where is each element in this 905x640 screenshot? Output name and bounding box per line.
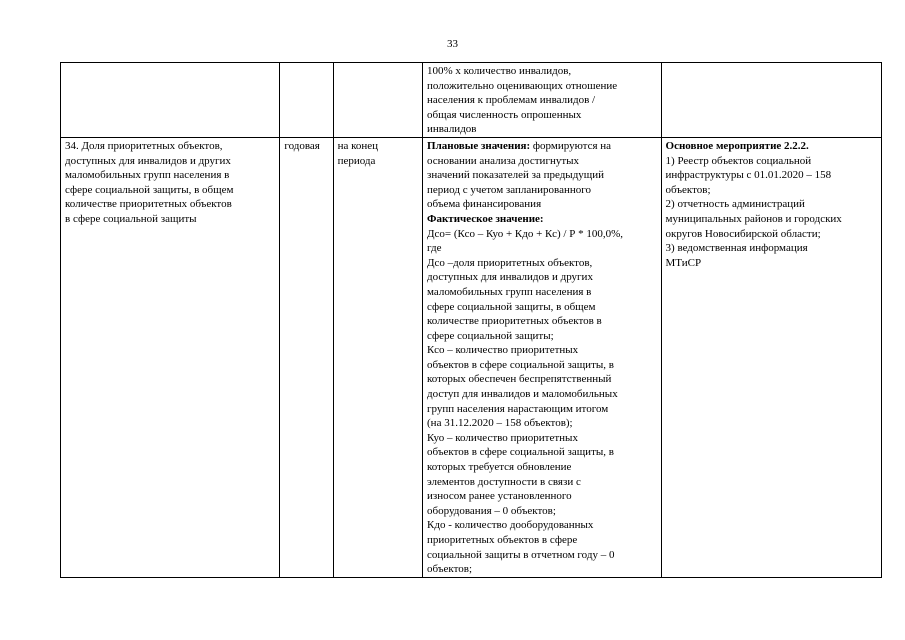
definition-line: доступных для инвалидов и других — [427, 271, 593, 284]
cell-time-prev — [333, 63, 422, 138]
definition-line: социальной защиты в отчетном году – 0 — [427, 548, 615, 561]
planned-line: период с учетом запланированного — [427, 183, 591, 196]
cell-time — [333, 137, 422, 577]
planned-heading: Плановые значения: — [427, 139, 531, 152]
definition-line: сфере социальной защиты; — [427, 329, 554, 342]
definition-line: доступ для инвалидов и маломобильных — [427, 388, 618, 401]
source-line: МТиСР — [665, 256, 702, 269]
definition-line: приоритетных объектов в сфере — [427, 534, 578, 546]
planned-line: значений показателей за предыдущий — [427, 169, 605, 182]
cell-periodicity — [280, 137, 333, 577]
time-line: периода — [337, 154, 376, 167]
source-line: объектов; — [665, 183, 711, 196]
indicator-name-line: в сфере социальной защиты — [65, 212, 197, 225]
source-line: 2) отчетность администраций — [665, 198, 805, 211]
definition-line: Ксо – количество приоритетных — [427, 344, 579, 357]
page-number: 33 — [447, 38, 458, 50]
indicator-name-line: количестве приоритетных объектов — [65, 198, 232, 211]
definition-line: объектов в сфере социальной защиты, в — [427, 358, 614, 371]
planned-line: объема финансирования — [427, 198, 542, 211]
indicator-name-line: маломобильных групп населения в — [65, 169, 230, 182]
source-line: округов Новосибирской области; — [665, 227, 821, 240]
formula-line: где — [427, 242, 442, 255]
cell-method-prev — [423, 63, 662, 138]
formula-line: положительно оценивающих отношение — [427, 79, 618, 92]
cell-indicator-name-prev — [61, 63, 280, 138]
cell-indicator-name — [61, 137, 280, 577]
cell-periodicity-prev — [280, 63, 333, 138]
definition-line: объектов в сфере социальной защиты, в — [427, 446, 614, 459]
definition-line: количестве приоритетных объектов в — [427, 315, 602, 328]
formula-line: общая численность опрошенных — [427, 108, 582, 121]
definition-line: элементов доступности в связи с — [427, 475, 581, 488]
indicator-name-line: доступных для инвалидов и других — [65, 154, 231, 167]
definition-line: маломобильных групп населения в — [427, 285, 592, 298]
indicator-name-line: сфере социальной защиты, в общем — [65, 183, 234, 196]
definition-line: которых требуется обновление — [427, 461, 572, 474]
actual-heading: Фактическое значение: — [427, 212, 544, 225]
periodicity-text: годовая — [284, 139, 320, 152]
planned-line: основании анализа достигнутых — [427, 154, 580, 167]
time-line: на конец — [337, 139, 379, 152]
definition-line: Дсо –доля приоритетных объектов, — [427, 256, 593, 269]
cell-source-prev — [661, 63, 881, 138]
definition-line: Куо – количество приоритетных — [427, 431, 578, 444]
definition-line: Кдо - количество дооборудованных — [427, 519, 594, 532]
cell-source — [661, 137, 881, 577]
cell-method — [423, 137, 662, 577]
source-line: инфраструктуры с 01.01.2020 – 158 — [665, 169, 832, 182]
source-line: 3) ведомственная информация — [665, 242, 808, 255]
definition-line: объектов; — [427, 563, 473, 576]
formula-line: населения к проблемам инвалидов / — [427, 94, 596, 107]
indicator-name-line: 34. Доля приоритетных объектов, — [65, 139, 223, 152]
definition-line: (на 31.12.2020 – 158 объектов); — [427, 417, 573, 430]
source-line: муниципальных районов и городских — [665, 212, 842, 225]
formula-line: инвалидов — [427, 123, 477, 136]
table-row — [61, 137, 882, 577]
formula-line: 100% х количество инвалидов, — [427, 65, 572, 77]
planned-text: формируются на — [530, 139, 612, 152]
definition-line: которых обеспечен беспрепятственный — [427, 373, 612, 386]
definition-line: оборудования – 0 объектов; — [427, 504, 556, 517]
indicator-table — [60, 62, 882, 578]
source-line: 1) Реестр объектов социальной — [665, 154, 812, 167]
planned-line — [427, 139, 657, 154]
definition-line: групп населения нарастающим итогом — [427, 402, 609, 415]
formula-line: Дсо= (Ксо – Куо + Кдо + Кс) / Р * 100,0%, — [427, 227, 623, 240]
definition-line: износом ранее установленного — [427, 490, 572, 503]
source-heading: Основное мероприятие 2.2.2. — [665, 139, 809, 152]
definition-line: сфере социальной защиты, в общем — [427, 300, 596, 313]
table-row — [61, 63, 882, 138]
